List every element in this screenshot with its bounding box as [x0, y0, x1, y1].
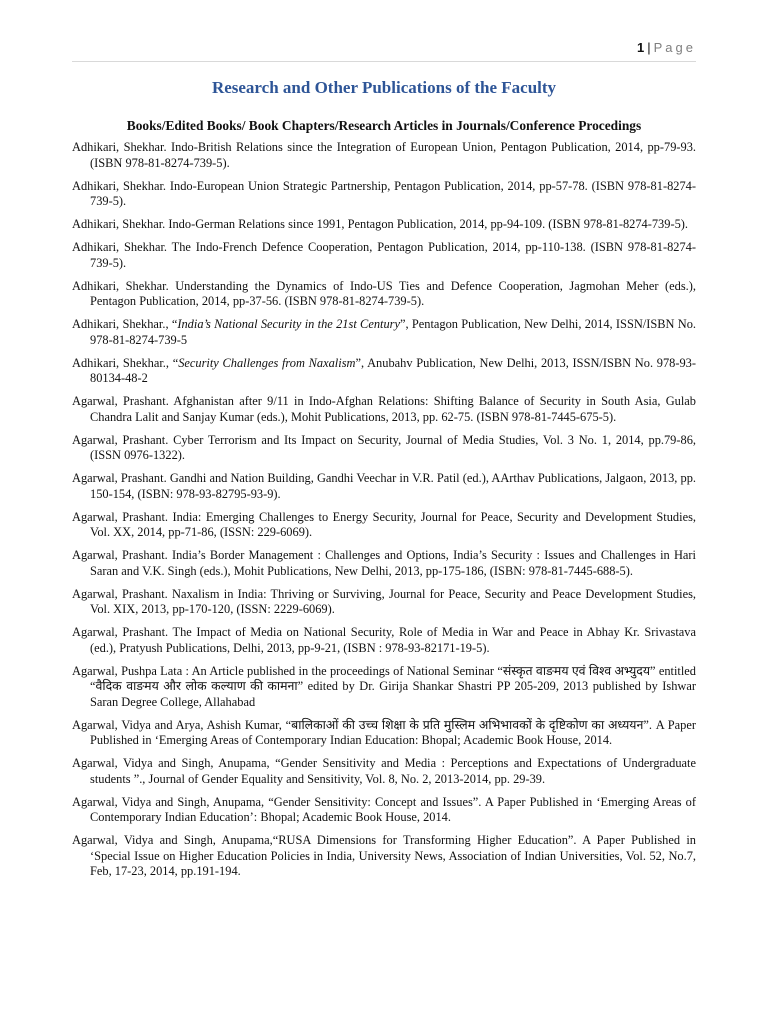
publication-entry: Adhikari, Shekhar. Understanding the Dynamics of Indo-US Ties and Defence Cooperation, Jagmohan Meher (eds.), Pentagon Publication, 2014, pp-37-56. (ISBN 978-81-8274-739-5). [72, 278, 696, 308]
publication-entry: Agarwal, Prashant. Gandhi and Nation Building, Gandhi Veechar in V.R. Patil (ed.), AArthav Publications, Jalgaon, 2013, pp. 150-154, (ISBN: 978-93-82795-93-9). [72, 471, 696, 501]
publication-list [72, 140, 696, 887]
header-divider [72, 61, 696, 62]
publication-entry: Agarwal, Prashant. Afghanistan after 9/11 in Indo-Afghan Relations: Shifting Balance of Security in South Asia, Gulab Chandra Lalit and Sanjay Kumar (eds.), Mohit Publications, 2013, pp. 62-75. (ISBN 978-81-7445-675-5). [72, 394, 696, 424]
page-label: Page [653, 40, 696, 55]
publication-entry: Agarwal, Pushpa Lata : An Article published in the proceedings of National Seminar “संस्कृत वाङमय एवं विश्व अभ्युदय” entitled “वैदिक वाङमय और लोक कल्याण की कामना” edited by Dr. Girija Shankar Shastri PP 205-209, 2013 published by Ishwar Saran Degree College, Allahabad [72, 663, 696, 709]
entry-text-after: ”, Anubahv Publication, New Delhi, 2013, ISSN/ISBN No. 978-93-80134-48-2 [90, 355, 696, 385]
publication-entry: Agarwal, Vidya and Singh, Anupama, “Gender Sensitivity and Media : Perceptions and Expectations of Undergraduate students ”., Journal of Gender Equality and Sensitivity, Vol. 8, No. 2, 2013-2014, pp. 29-39. [72, 756, 696, 786]
publication-entry: Adhikari, Shekhar. Indo-German Relations since 1991, Pentagon Publication, 2014, pp-94-109. (ISBN 978-81-8274-739-5). [72, 217, 688, 231]
publication-entry: Agarwal, Vidya and Arya, Ashish Kumar, “बालिकाओं की उच्च शिक्षा के प्रति मुस्लिम अभिभावकों के दृष्टिकोण का अध्ययन”. A Paper Published in ‘Emerging Areas of Contemporary Indian Education: Bhopal; Academic Book House, 2014. [72, 717, 696, 747]
entry-italic-title: India’s National Security in the 21st Century [177, 317, 400, 331]
entry-italic-title: Security Challenges from Naxalism [178, 355, 356, 370]
page-title: Research and Other Publications of the Faculty [211, 78, 557, 97]
publication-entry: Agarwal, Vidya and Singh, Anupama, “Gender Sensitivity: Concept and Issues”. A Paper Published in ‘Emerging Areas of Contemporary Indian Education’: Bhopal; Academic Book House, 2014. [72, 794, 696, 824]
publication-entry [72, 356, 696, 387]
section-heading: Books/Edited Books/ Book Chapters/Research Articles in Journals/Conference Procedings [126, 118, 642, 133]
page-number: 1 [637, 40, 646, 55]
publication-entry: Agarwal, Prashant. The Impact of Media on National Security, Role of Media in War and Peace in Abhay Kr. Srivastava (ed.), Pratyush Publications, Delhi, 2013, pp-9-21, (ISBN : 978-93-82171-19-5). [72, 625, 696, 655]
entry-text-before: Adhikari, Shekhar., “ [72, 355, 179, 370]
entry-text-before: Adhikari, Shekhar., “ [72, 317, 178, 331]
publication-entry: Adhikari, Shekhar. Indo-British Relations since the Integration of European Union, Pentagon Publication, 2014, pp-79-93. (ISBN 978-81-8274-739-5). [72, 140, 696, 170]
publication-entry [72, 317, 696, 348]
publication-entry: Agarwal, Prashant. India’s Border Management : Challenges and Options, India’s Security : Issues and Challenges in Hari Saran and V.K. Singh (eds.), Mohit Publications, New Delhi, 2013, pp-175-186, (ISBN: 978-81-7445-688-5). [72, 548, 696, 578]
publication-entry: Agarwal, Prashant. Cyber Terrorism and Its Impact on Security, Journal of Media Studies, Vol. 3 No. 1, 2014, pp.79-86, (ISSN 0976-1322). [72, 432, 696, 462]
page-header-separator: | [647, 40, 652, 55]
entry-text-after: ”, Pentagon Publication, New Delhi, 2014, ISSN/ISBN No. 978-81-8274-739-5 [90, 317, 696, 347]
publication-entry: Adhikari, Shekhar. The Indo-French Defence Cooperation, Pentagon Publication, 2014, pp-110-138. (ISBN 978-81-8274-739-5). [72, 240, 696, 270]
page-header [637, 40, 696, 55]
publication-entry: Agarwal, Prashant. Naxalism in India: Thriving or Surviving, Journal for Peace, Security and Peace Development Studies, Vol. XIX, 2013, pp-170-120, (ISSN: 2229-6069). [72, 586, 696, 616]
publication-entry: Agarwal, Vidya and Singh, Anupama,“RUSA Dimensions for Transforming Higher Education”. A Paper Published in ‘Special Issue on Higher Education Policies in India, University News, Association of Indian Universities, Vol. 52, No.7, Feb, 17-23, 2014, pp.191-194. [72, 833, 696, 878]
publication-entry: Adhikari, Shekhar. Indo-European Union Strategic Partnership, Pentagon Publication, 2014, pp-57-78. (ISBN 978-81-8274-739-5). [72, 178, 696, 208]
publication-entry: Agarwal, Prashant. India: Emerging Challenges to Energy Security, Journal for Peace, Security and Development Studies, Vol. XX, 2014, pp-71-86, (ISSN: 229-6069). [72, 509, 696, 539]
